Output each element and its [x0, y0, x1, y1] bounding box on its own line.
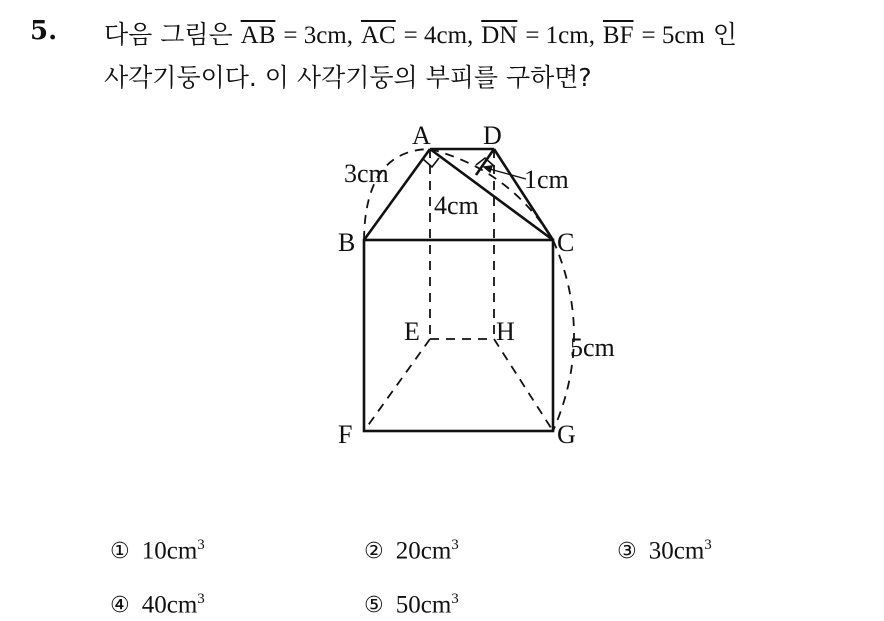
question-stem — [104, 14, 874, 99]
label-e: E — [404, 317, 420, 346]
dim-ac: 4cm — [434, 191, 479, 220]
right-angle-a — [423, 158, 439, 167]
segment-ab: $\overline{AB}$ — [240, 22, 276, 49]
choice-2-value: 20cm — [395, 537, 452, 565]
dn-arrow-head — [484, 166, 492, 172]
label-d: D — [483, 121, 502, 150]
choice-1[interactable] — [110, 537, 205, 565]
segment-ac: $\overline{AC}$ — [360, 22, 396, 49]
segment-ab-value: = 3cm, — [283, 22, 353, 49]
stem-suffix: 인 — [712, 20, 737, 49]
stem-line-2: 사각기둥이다. 이 사각기둥의 부피를 구하면? — [104, 63, 592, 92]
choice-2-exponent: 3 — [451, 537, 459, 553]
choice-2-number: ② — [364, 539, 384, 565]
choice-4-number: ④ — [110, 593, 130, 619]
choice-3[interactable] — [617, 537, 712, 565]
choice-2[interactable] — [364, 537, 459, 565]
label-h: H — [496, 317, 515, 346]
dim-ab: 3cm — [344, 159, 389, 188]
segment-bf-value: = 5cm — [641, 22, 705, 49]
choice-3-value: 30cm — [648, 537, 705, 565]
choice-5-number: ⑤ — [364, 593, 384, 619]
edge-ef — [364, 339, 430, 431]
choice-5-value: 50cm — [395, 591, 452, 619]
segment-dn: $\overline{DN}$ — [481, 22, 518, 49]
stem-line-1 — [104, 14, 874, 57]
question-number: 5. — [30, 16, 58, 46]
edge-hg — [494, 339, 553, 431]
choice-5-exponent: 3 — [451, 591, 459, 607]
choice-4-value: 40cm — [141, 591, 198, 619]
stem-prefix: 다음 그림은 — [104, 20, 233, 49]
prism-figure — [320, 110, 640, 460]
label-c: C — [557, 228, 575, 257]
dim-dn: 1cm — [524, 165, 569, 194]
segment-ac-value: = 4cm, — [403, 22, 474, 49]
choice-4[interactable] — [110, 591, 205, 619]
label-b: B — [338, 228, 356, 257]
choice-1-exponent: 3 — [197, 537, 205, 553]
label-g: G — [557, 420, 576, 449]
label-a: A — [412, 121, 431, 150]
front-face — [364, 240, 553, 431]
edge-dc — [494, 149, 553, 240]
choice-1-number: ① — [110, 539, 130, 565]
segment-dn-value: = 1cm, — [525, 22, 595, 49]
dim-cg: 5cm — [570, 333, 615, 362]
choice-4-exponent: 3 — [197, 591, 205, 607]
segment-bf: $\overline{BF}$ — [602, 22, 634, 49]
choice-1-value: 10cm — [141, 537, 198, 565]
label-f: F — [338, 420, 353, 449]
choice-5[interactable] — [364, 591, 459, 619]
choice-3-number: ③ — [617, 539, 637, 565]
choice-3-exponent: 3 — [704, 537, 712, 553]
